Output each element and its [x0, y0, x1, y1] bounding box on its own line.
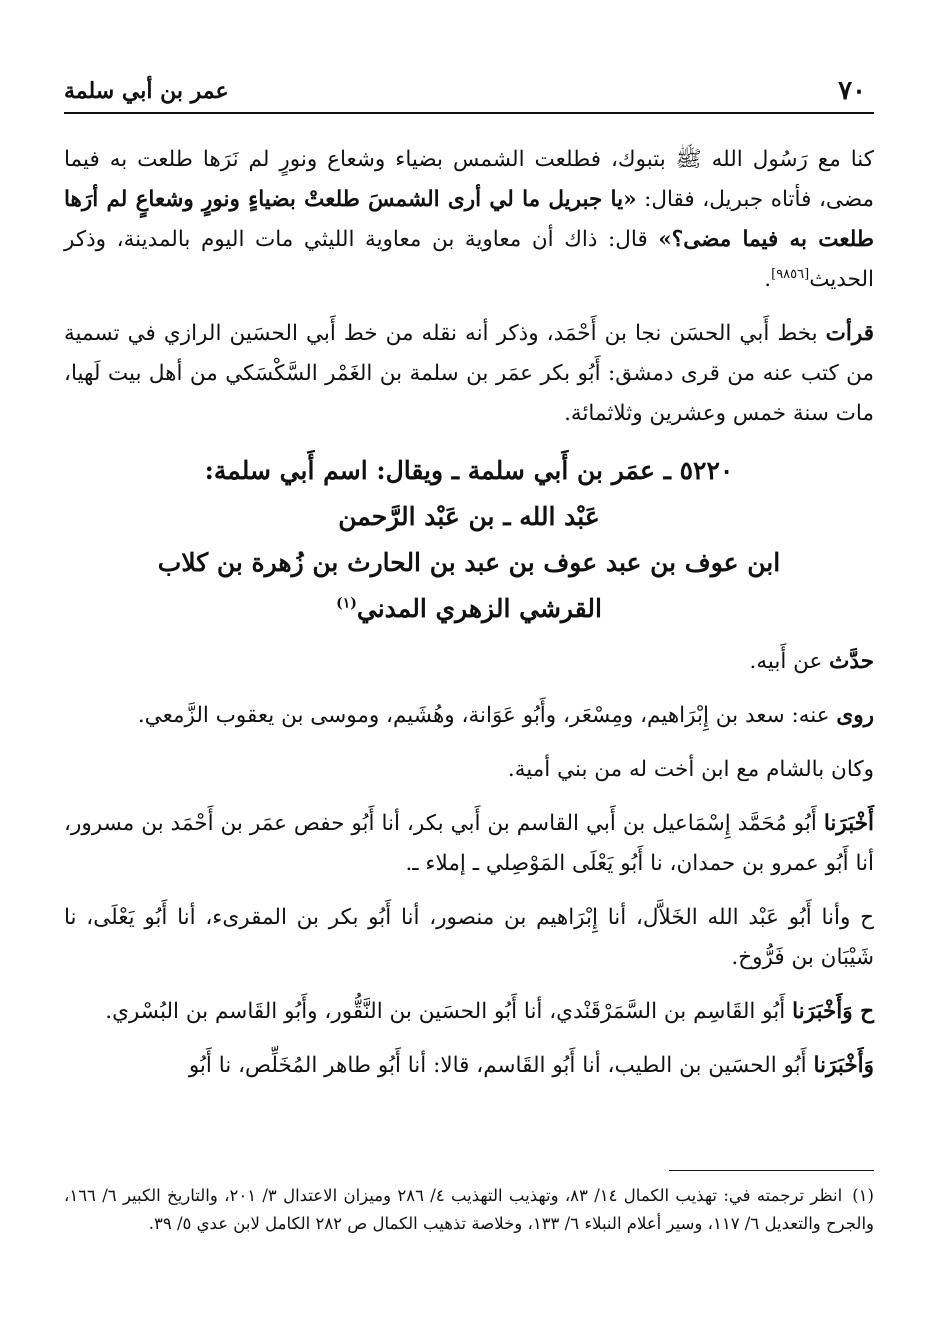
running-title: عمر بن أبي سلمة [64, 78, 229, 104]
footnote-divider [669, 1170, 874, 1171]
paragraph-narrators: روى عنه: سعد بن إِبْرَاهيم، ومِسْعَر، وأَبُو عَوَانة، وهُشَيم، وموسى بن يعقوب الزَّمعي. [137, 703, 874, 728]
main-text [64, 140, 874, 1086]
paragraph-sham: وكان بالشام مع ابن أخت له من بني أمية. [507, 757, 874, 782]
book-page [64, 70, 874, 1310]
lead-word: حدَّث [829, 649, 874, 674]
footnote-text: انظر ترجمته في: تهذيب الكمال ١٤/ ٨٣، وتهذيب التهذيب ٤/ ٢٨٦ وميزان الاعتدال ٣/ ٢٠١، والتاريخ الكبير ٦/ ١٦٦، والجرح والتعديل ٦/ ١١٧، وسير أعلام النبلاء ٦/ ١٣٣، وخلاصة تذهيب الكمال ص ٢٨٢ الكامل لابن عدي ٥/ ٣٩. [64, 1186, 874, 1233]
paragraph-isnad-3: ح وَأَخْبَرَنا أَبُو القَاسِم بن السَّمَرْقَنْدي، أنا أَبُو الحسَين بن النَّقُّور، وأَبُو القَاسم بن البُسْري. [105, 999, 874, 1024]
paragraph-reading: قرأت بخط أَبي الحسَن نجا بن أَحْمَد، وذكر أنه نقله من خط أَبي الحسَين الرازي في تسمية من كتب عنه من قرى دمشق: أَبُو بكر عمَر بن سلمة بن الغَمْر السَّكْسَكي من أهل بيت لَهيا، مات سنة خمس وعشرين وثلاثمائة. [64, 321, 874, 426]
footnote-number: (١) [852, 1186, 874, 1205]
paragraph-narrated: حدَّث عن أَبيه. [749, 649, 874, 674]
hadith-reference-number: [٩٨٥٦] [771, 266, 810, 282]
paragraph-isnad-2: ح وأنا أَبُو عَبْد الله الخَلاَّل، أنا إِبْرَاهيم بن منصور، أنا أَبُو بكر بن المقرىء، أنا أَبُو يَعْلَى، نا شَيْبَان بن فَرُّوخ. [64, 905, 874, 970]
page-number: ٧٠ [838, 76, 866, 106]
prophet-quote: «يا جبريل ما لي أرى الشمسَ طلعتْ بضياءٍ ونورٍ وشعاعٍ لم أرَها طلعت به فيما مضى؟» [64, 187, 874, 252]
lead-word: ح وَأَخْبَرَنا [792, 999, 874, 1024]
lead-word: قرأت [825, 321, 874, 346]
page-header [64, 70, 874, 114]
lead-word: وَأَخْبَرَنا [813, 1053, 874, 1078]
footnote [64, 1182, 874, 1238]
paragraph-hadith: كنا مع رَسُول الله ﷺ بتبوك، فطلعت الشمس بضياء وشعاع ونورٍ لم نَرَها طلعت به فيما مضى، فأتاه جبريل، فقال: «يا جبريل ما لي أرى الشمسَ طلعتْ بضياءٍ ونورٍ وشعاعٍ لم أرَها طلعت به فيما مضى؟» قال: ذاك أن معاوية بن معاوية الليثي مات اليوم بالمدينة، وذكر الحديث[٩٨٥٦]. [64, 147, 874, 292]
entry-heading: ٥٢٢٠ ـ عمَر بن أَبي سلمة ـ ويقال: اسم أَبي سلمة: عَبْد الله ـ بن عَبْد الرَّحمن ابن عوف بن عبد عوف بن عبد بن الحارث بن زُهرة بن كلاب القرشي الزهري المدني$^{(١)}$ [157, 456, 781, 623]
paragraph-isnad-4: وَأَخْبَرَنا أَبُو الحسَين بن الطيب، أنا أَبُو القَاسم، قالا: أنا أَبُو طاهر المُخَلِّص، نا أَبُو [188, 1053, 874, 1078]
lead-word: روى [836, 703, 874, 728]
paragraph-isnad-1: أَخْبَرَنا أَبُو مُحَمَّد إِسْمَاعيل بن أَبي القاسم بن أَبي بكر، أنا أَبُو حفص عمَر بن أَحْمَد بن مسرور، أنا أَبُو عمرو بن حمدان، نا أَبُو يَعْلَى المَوْصِلي ـ إملاء ـ. [64, 811, 874, 876]
footnote-marker: (١) [336, 595, 357, 612]
lead-word: أَخْبَرَنا [823, 811, 874, 836]
